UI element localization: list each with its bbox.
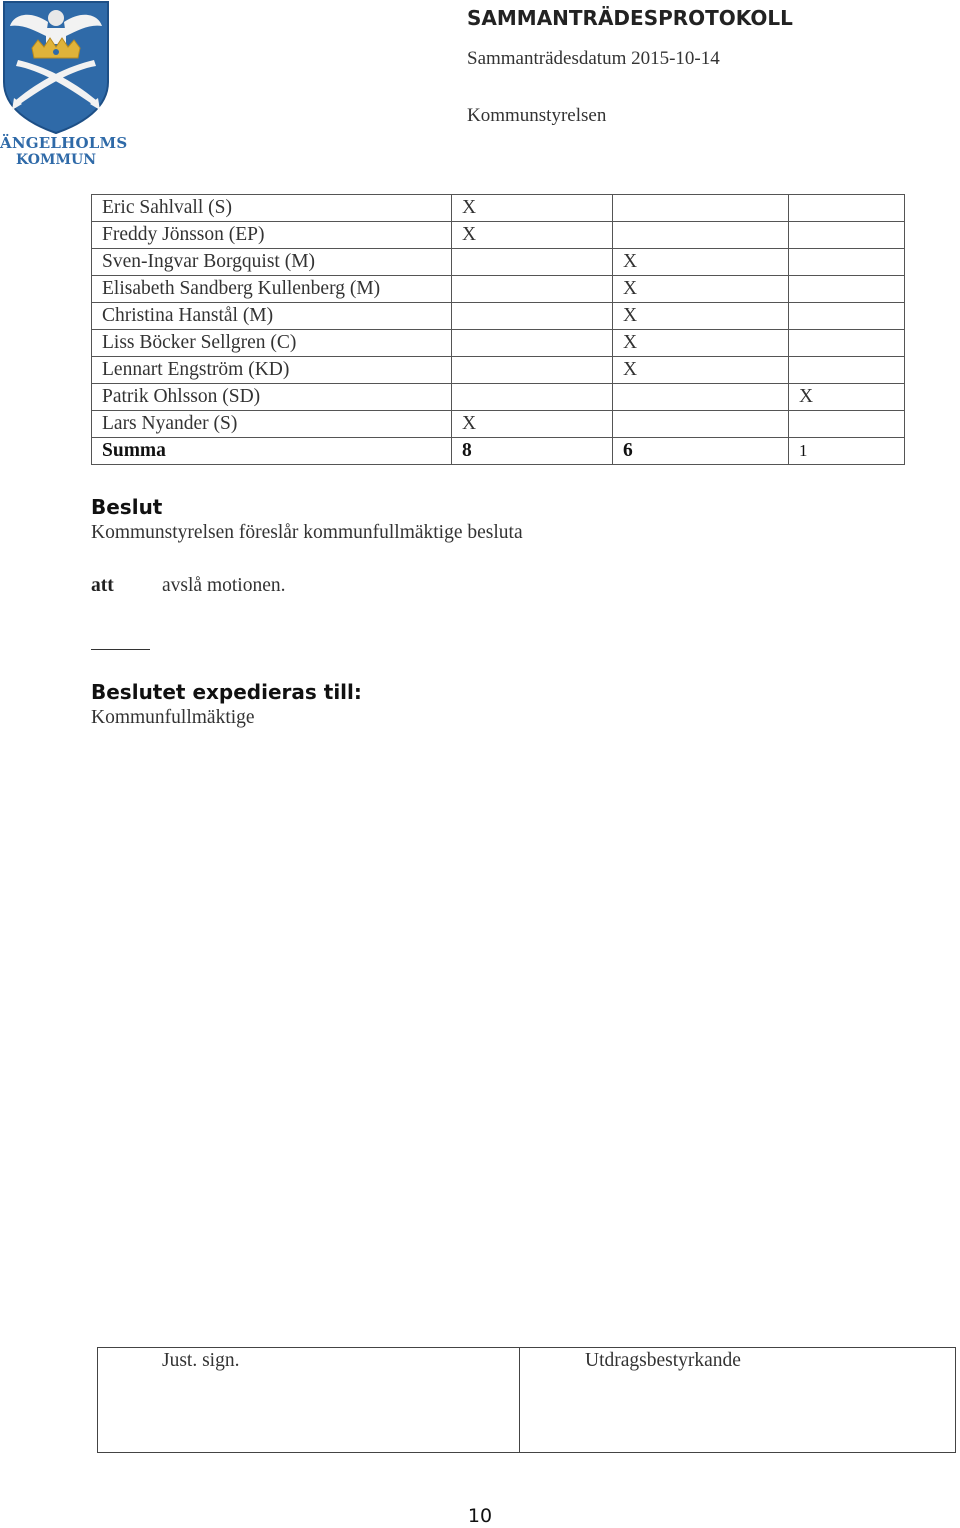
member-name: Eric Sahlvall (S) — [92, 195, 452, 222]
att-text: avslå motionen. — [162, 575, 286, 596]
member-name: Christina Hanstål (M) — [92, 303, 452, 330]
sum-label: Summa — [92, 438, 452, 465]
vote-col3 — [789, 411, 905, 438]
table-row — [92, 330, 905, 357]
vote-col1: X — [452, 195, 613, 222]
sum-col1: 8 — [452, 438, 613, 465]
table-row — [92, 411, 905, 438]
table-row — [92, 384, 905, 411]
distribution-heading: Beslutet expedieras till: — [91, 680, 362, 704]
member-name: Patrik Ohlsson (SD) — [92, 384, 452, 411]
member-name: Liss Böcker Sellgren (C) — [92, 330, 452, 357]
sum-row — [92, 438, 905, 465]
vote-col2 — [613, 384, 789, 411]
member-name: Freddy Jönsson (EP) — [92, 222, 452, 249]
vote-col2 — [613, 195, 789, 222]
signature-just-sign: Just. sign. — [162, 1350, 240, 1371]
vote-col3 — [789, 249, 905, 276]
vote-col1 — [452, 303, 613, 330]
separator-rule — [91, 649, 150, 650]
sum-col3: 1 — [789, 438, 905, 465]
page-number: 10 — [467, 1505, 493, 1527]
table-row — [92, 303, 905, 330]
vote-table — [91, 194, 905, 465]
vote-col1 — [452, 249, 613, 276]
member-name: Elisabeth Sandberg Kullenberg (M) — [92, 276, 452, 303]
distribution-recipient: Kommunfullmäktige — [91, 707, 255, 728]
vote-col1 — [452, 357, 613, 384]
member-name: Lennart Engström (KD) — [92, 357, 452, 384]
sum-col2: 6 — [613, 438, 789, 465]
logo-name-line1: ÄNGELHOLMS — [0, 134, 128, 152]
vote-col3 — [789, 330, 905, 357]
document-title: SAMMANTRÄDESPROTOKOLL — [467, 6, 793, 30]
table-row — [92, 357, 905, 384]
meeting-date: Sammanträdesdatum 2015-10-14 — [467, 48, 720, 69]
vote-col3 — [789, 303, 905, 330]
vote-col3 — [789, 222, 905, 249]
vote-col2 — [613, 411, 789, 438]
vote-col2: X — [613, 249, 789, 276]
vote-col1 — [452, 276, 613, 303]
vote-col1: X — [452, 411, 613, 438]
coat-of-arms-icon — [0, 0, 112, 134]
board-name: Kommunstyrelsen — [467, 105, 607, 126]
vote-col2: X — [613, 276, 789, 303]
att-label: att — [91, 575, 114, 596]
signature-divider — [519, 1348, 520, 1452]
vote-col1: X — [452, 222, 613, 249]
vote-col1 — [452, 330, 613, 357]
vote-col3 — [789, 357, 905, 384]
table-row — [92, 249, 905, 276]
vote-col2: X — [613, 303, 789, 330]
vote-col3: X — [789, 384, 905, 411]
vote-col2: X — [613, 330, 789, 357]
vote-col3 — [789, 195, 905, 222]
vote-table-body — [92, 195, 905, 465]
table-row — [92, 276, 905, 303]
logo-name-line2: KOMMUN — [16, 152, 96, 168]
table-row — [92, 222, 905, 249]
decision-heading: Beslut — [91, 495, 163, 519]
vote-col3 — [789, 276, 905, 303]
vote-col2: X — [613, 357, 789, 384]
decision-text: Kommunstyrelsen föreslår kommunfullmäktige besluta — [91, 522, 523, 543]
member-name: Sven-Ingvar Borgquist (M) — [92, 249, 452, 276]
table-row — [92, 195, 905, 222]
vote-col1 — [452, 384, 613, 411]
signature-utdragsbestyrkande: Utdragsbestyrkande — [585, 1350, 741, 1371]
signature-box — [97, 1347, 956, 1453]
municipality-logo — [0, 0, 128, 170]
vote-col2 — [613, 222, 789, 249]
member-name: Lars Nyander (S) — [92, 411, 452, 438]
